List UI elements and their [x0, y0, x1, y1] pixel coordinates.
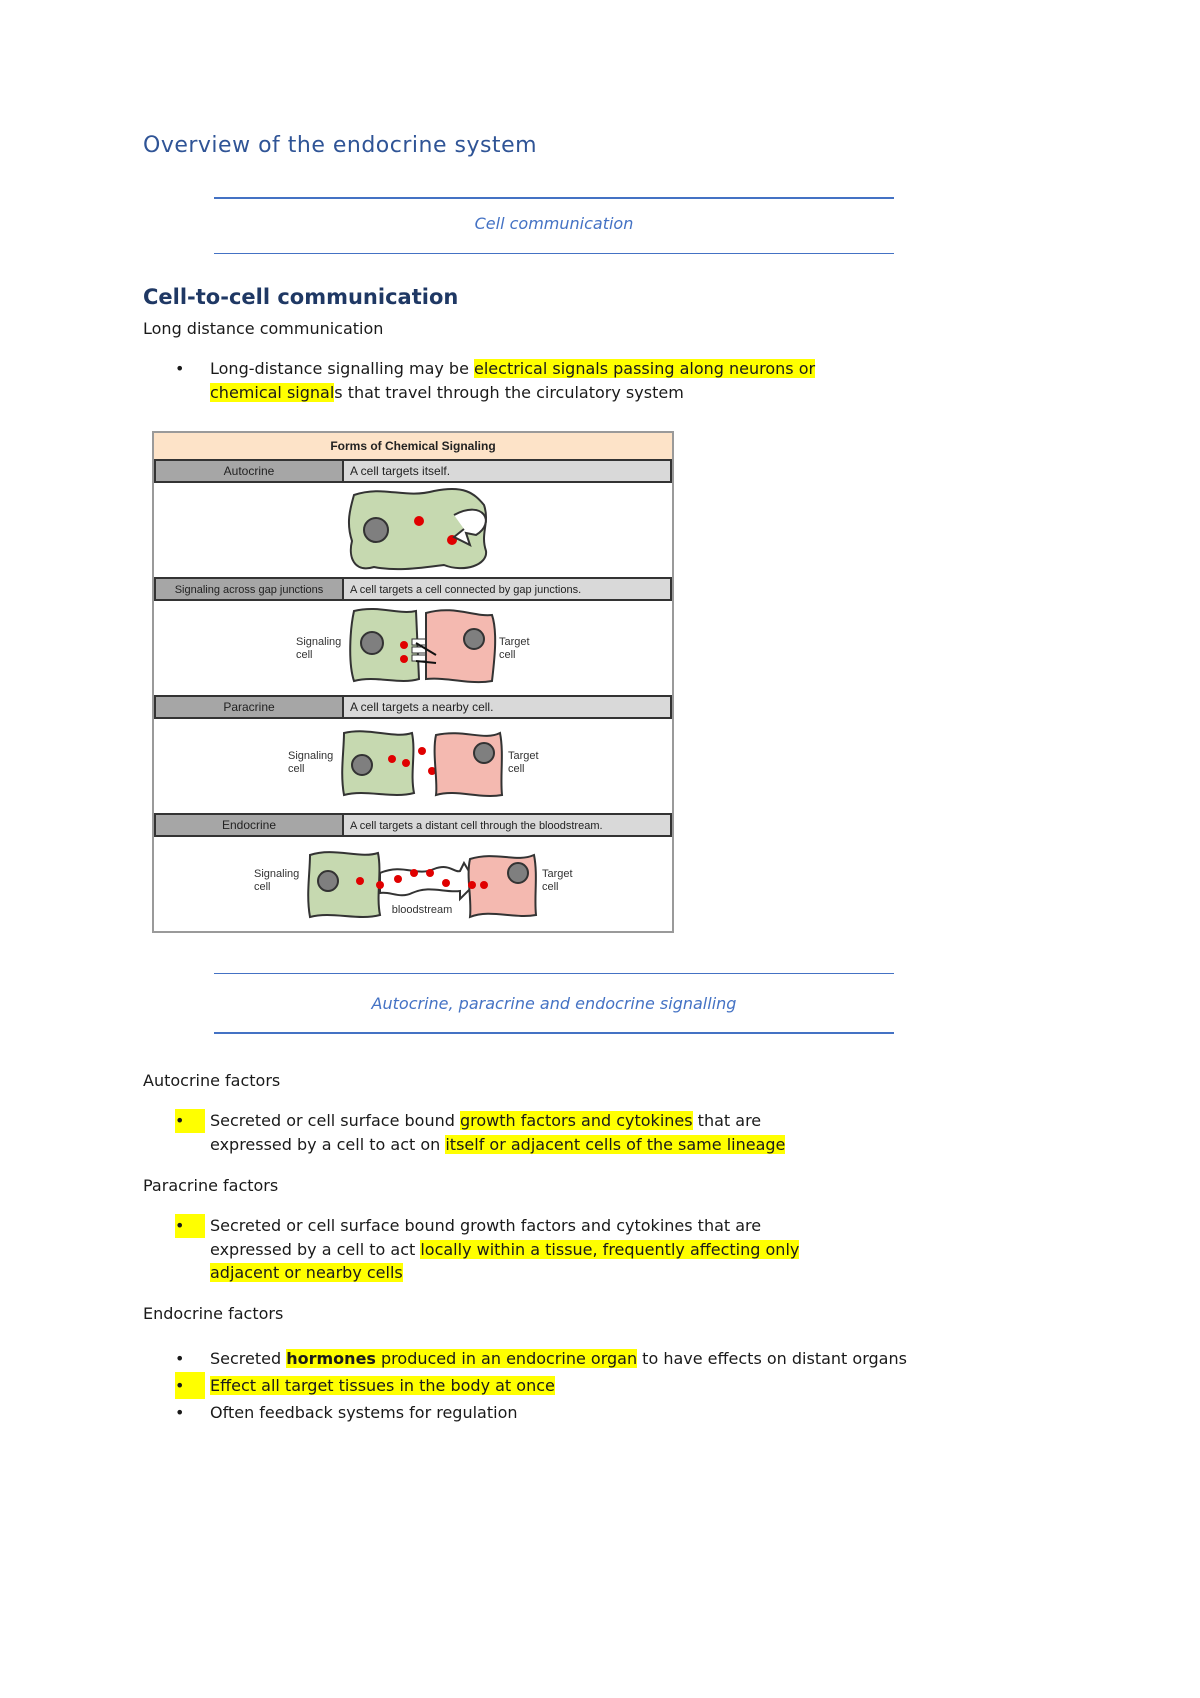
row-desc-endocrine: A cell targets a distant cell through the bloodstream. [350, 820, 603, 832]
bullet-text: Secreted [210, 1349, 287, 1368]
bullet-text: Secreted or cell surface bound growth factors and cytokines that are [210, 1216, 762, 1235]
row-label-autocrine: Autocrine [223, 464, 275, 478]
target-cell-shape [426, 610, 495, 682]
highlight-text: adjacent or nearby cells [210, 1263, 403, 1282]
section-heading: Cell-to-cell communication [143, 285, 459, 309]
section-rule-bottom [214, 253, 894, 254]
molecule-dot [400, 655, 408, 663]
bullet-icon: • [175, 1349, 185, 1368]
gap-junction-icon [412, 655, 426, 661]
signaling-cell-label: cell [288, 763, 305, 775]
molecule-dot [418, 747, 426, 755]
molecule-dot [480, 881, 488, 889]
autocrine-factors-label: Autocrine factors [143, 1071, 281, 1090]
molecule-dot [414, 516, 424, 526]
long-distance-bullets [175, 357, 815, 404]
endocrine-factors-label: Endocrine factors [143, 1304, 284, 1323]
target-cell-label: cell [508, 763, 525, 775]
highlight-text: Effect all target tissues in the body at once [210, 1376, 555, 1395]
list-item [175, 357, 815, 404]
bullet-text: Secreted or cell surface bound [210, 1111, 460, 1130]
nucleus-icon [361, 632, 383, 654]
bullet-icon: • [175, 1214, 205, 1238]
bullet-text: Often feedback systems for regulation [210, 1403, 518, 1422]
row-label-paracrine: Paracrine [223, 700, 275, 714]
section-subtitle-signalling: Autocrine, paracrine and endocrine signalling [371, 994, 737, 1013]
molecule-dot [426, 869, 434, 877]
bullet-text: expressed by a cell to act on [210, 1134, 446, 1154]
signaling-cell-label: Signaling [288, 750, 334, 762]
section-subtitle-cell-communication: Cell communication [474, 214, 634, 233]
bloodstream-label: bloodstream [391, 904, 453, 916]
target-cell-label: cell [499, 649, 516, 661]
highlight-text: hormones [286, 1349, 376, 1368]
signaling-cell-label: Signaling [296, 636, 342, 648]
highlight-text: growth factors and cytokines [459, 1111, 693, 1130]
target-cell-shape [435, 733, 502, 796]
paracrine-factors-label: Paracrine factors [143, 1176, 279, 1195]
section-rule-top [214, 973, 894, 974]
bullet-icon: • [175, 1109, 205, 1133]
row-label-endocrine: Endocrine [221, 818, 277, 832]
document-title: Overview of the endocrine system [143, 133, 538, 158]
target-cell-label: cell [542, 881, 559, 893]
figure-title: Forms of Chemical Signaling [330, 439, 496, 453]
bullet-icon: • [175, 1372, 205, 1399]
signaling-cell-label: cell [254, 881, 271, 893]
nucleus-icon [474, 743, 494, 763]
list-item [175, 1214, 799, 1285]
section-rule-top [214, 197, 894, 199]
highlight-text: electrical signals passing along neurons or [474, 359, 816, 378]
highlight-text: itself or adjacent cells of the same lineage [445, 1134, 786, 1154]
bullet-icon: • [175, 1403, 185, 1422]
nucleus-icon [464, 629, 484, 649]
molecule-dot [356, 877, 364, 885]
subheading-long-distance: Long distance communication [143, 319, 384, 338]
molecule-dot [388, 755, 396, 763]
nucleus-icon [352, 755, 372, 775]
highlight-text: locally within a tissue, frequently affecting only [420, 1239, 800, 1259]
nucleus-icon [364, 518, 388, 542]
bullet-text: s that travel through the circulatory system [334, 382, 684, 402]
row-desc-autocrine: A cell targets itself. [350, 464, 451, 478]
highlight-text: produced in an endocrine organ [375, 1349, 638, 1368]
signaling-cell-label: cell [296, 649, 313, 661]
nucleus-icon [508, 863, 528, 883]
target-cell-label: Target [508, 750, 539, 762]
list-item [175, 1345, 907, 1372]
row-desc-gap-junctions: A cell targets a cell connected by gap junctions. [350, 584, 582, 596]
section-rule-bottom [214, 1032, 894, 1034]
molecule-dot [402, 759, 410, 767]
chemical-signaling-figure [152, 431, 674, 933]
row-label-gap-junctions: Signaling across gap junctions [174, 584, 324, 596]
bullet-text: that are [692, 1111, 762, 1130]
figure-graphic [154, 433, 672, 931]
bullet-text: Long-distance signalling may be [210, 359, 475, 378]
nucleus-icon [318, 871, 338, 891]
endocrine-bullets [175, 1345, 907, 1426]
molecule-dot [394, 875, 402, 883]
molecule-dot [400, 641, 408, 649]
highlight-text: chemical signal [210, 382, 335, 402]
list-item [175, 1372, 907, 1399]
molecule-dot [468, 881, 476, 889]
list-item [175, 1399, 907, 1426]
bullet-text: to have effects on distant organs [637, 1349, 907, 1368]
bloodstream-arrow-icon [380, 863, 476, 899]
list-item [175, 1109, 785, 1156]
target-cell-label: Target [542, 868, 573, 880]
bullet-icon: • [175, 359, 185, 378]
molecule-dot [442, 879, 450, 887]
target-cell-shape [469, 855, 536, 917]
molecule-dot [410, 869, 418, 877]
target-cell-label: Target [499, 636, 530, 648]
bullet-text: expressed by a cell to act [210, 1239, 421, 1259]
autocrine-bullets [175, 1109, 785, 1156]
signaling-cell-label: Signaling [254, 868, 300, 880]
row-desc-paracrine: A cell targets a nearby cell. [350, 700, 494, 714]
molecule-dot [376, 881, 384, 889]
paracrine-bullets [175, 1214, 799, 1285]
